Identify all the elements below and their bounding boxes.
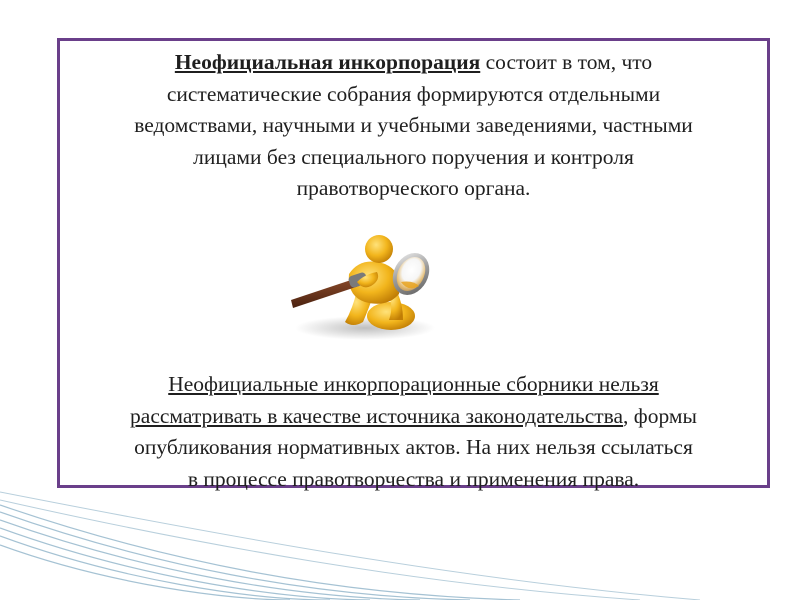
paragraph-informal-incorporation	[69, 47, 759, 205]
paragraph-informal-collections	[64, 369, 764, 495]
paragraph2-line3: опубликования нормативных актов. На них нельзя ссылаться	[134, 435, 693, 459]
paragraph1-line4: лицами без специального поручения и контроля	[193, 144, 634, 169]
paragraph1-line1-rest: состоит в том, что	[480, 50, 653, 74]
paragraph1-line2: систематические собрания формируются отдельными	[166, 81, 661, 106]
paragraph2-line1: Неофициальные инкорпорационные сборники нельзя	[168, 372, 659, 396]
paragraph1-line5: правотворческого органа.	[296, 176, 531, 200]
figure-with-magnifying-glass-icon	[253, 216, 497, 358]
paragraph2-line4: в процессе правотворчества и применения права.	[187, 466, 640, 491]
content-frame	[57, 38, 770, 491]
term-informal-incorporation: Неофициальная инкорпорация	[174, 50, 481, 74]
paragraph1-line3: ведомствами, научными и учебными заведениями, частными	[134, 113, 693, 137]
paragraph2-line2-rest: , формы	[623, 403, 697, 428]
paragraph2-line2-underlined: рассматривать в качестве источника законодательства	[130, 403, 624, 428]
